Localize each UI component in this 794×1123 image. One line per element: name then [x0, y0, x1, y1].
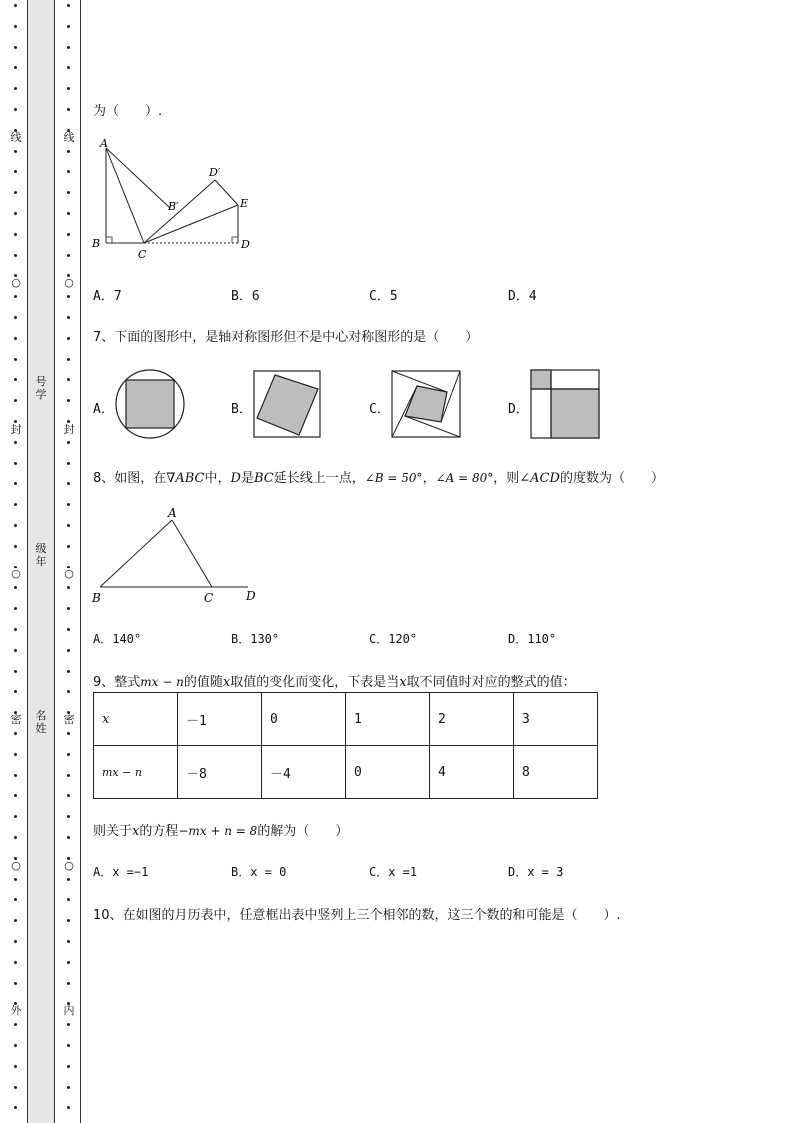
margin-dot — [14, 670, 17, 673]
field-name: 名姓 — [35, 709, 47, 735]
margin-dot — [14, 358, 17, 361]
q9-option-d[interactable]: D．x = 3 — [508, 865, 564, 879]
margin-dot — [67, 233, 70, 236]
q7-text: 7、下面的图形中，是轴对称图形但不是中心对称图形的是（ ） — [93, 330, 479, 345]
margin-dot — [14, 982, 17, 985]
outer-dot-column — [9, 0, 23, 1123]
margin-dot — [14, 108, 17, 111]
q9-option-c[interactable]: C．x =1 — [369, 865, 418, 879]
table-cell: 8 — [514, 746, 598, 799]
margin-dot — [67, 66, 70, 69]
q8-figure — [88, 502, 268, 606]
label-B: B — [92, 591, 101, 605]
margin-dot — [67, 46, 70, 49]
margin-dot — [67, 774, 70, 777]
margin-dot — [14, 1044, 17, 1047]
table-cell: 0 — [346, 746, 430, 799]
margin-dot — [67, 628, 70, 631]
margin-dot — [14, 87, 17, 90]
q8-option-a[interactable]: A．140° — [93, 632, 142, 646]
margin-dot — [14, 836, 17, 839]
margin-dot — [67, 1023, 70, 1026]
margin-dot — [14, 649, 17, 652]
margin-dot — [67, 607, 70, 610]
margin-dot — [14, 233, 17, 236]
margin-dot — [67, 1065, 70, 1068]
q10-text: 10、在如图的月历表中，任意框出表中竖列上三个相邻的数，这三个数的和可能是（ ）. — [93, 908, 621, 923]
margin-dot — [14, 503, 17, 506]
table-cell: －8 — [178, 746, 262, 799]
field-student-number: 号学 — [35, 375, 47, 401]
q7-figure-b[interactable] — [253, 370, 321, 438]
margin-dot — [67, 378, 70, 381]
margin-dot — [67, 358, 70, 361]
label-D: D — [241, 238, 250, 251]
outer-label-xian: 线 — [10, 131, 22, 144]
table-cell: －4 — [262, 746, 346, 799]
margin-dot — [67, 295, 70, 298]
margin-dot — [14, 1065, 17, 1068]
margin-dot — [14, 545, 17, 548]
margin-dot — [67, 503, 70, 506]
margin-dot — [67, 1106, 70, 1109]
margin-dot — [67, 170, 70, 173]
q9-value-table — [93, 692, 598, 799]
margin-dot — [14, 732, 17, 735]
margin-dot — [67, 462, 70, 465]
label-A: A — [168, 506, 177, 520]
q7-figure-c[interactable] — [391, 370, 461, 438]
q9-option-a[interactable]: A．x =−1 — [93, 865, 149, 879]
binding-rule — [80, 0, 81, 1123]
margin-dot — [14, 607, 17, 610]
table-header-cell: x — [94, 693, 178, 746]
margin-dot — [67, 87, 70, 90]
outer-label-feng: 封 — [10, 423, 22, 436]
label-B: B — [92, 237, 101, 250]
margin-dot — [14, 399, 17, 402]
q6-option-b[interactable]: B．6 — [231, 289, 260, 304]
table-cell: 0 — [262, 693, 346, 746]
label-D: D — [246, 589, 256, 603]
margin-dot — [67, 482, 70, 485]
label-D-prime: D′ — [209, 166, 221, 179]
margin-dot — [14, 441, 17, 444]
margin-dot — [14, 919, 17, 922]
margin-dot — [14, 482, 17, 485]
inner-circle: ○ — [62, 568, 76, 581]
margin-dot — [67, 670, 70, 673]
margin-dot — [67, 316, 70, 319]
margin-dot — [67, 982, 70, 985]
margin-dot — [14, 4, 17, 7]
margin-dot — [14, 150, 17, 153]
q7-option-b-letter[interactable]: B． — [231, 402, 252, 417]
margin-dot — [14, 898, 17, 901]
table-header-cell: mx − n — [94, 746, 178, 799]
margin-dot — [14, 295, 17, 298]
q6-figure — [88, 135, 263, 265]
inner-label-feng: 封 — [63, 423, 75, 436]
inner-circle: ○ — [62, 277, 76, 290]
margin-dot — [14, 940, 17, 943]
table-cell: 3 — [514, 693, 598, 746]
margin-dot — [14, 316, 17, 319]
margin-dot — [67, 919, 70, 922]
margin-dot — [14, 462, 17, 465]
margin-dot — [67, 399, 70, 402]
inner-label-xian: 线 — [63, 131, 75, 144]
label-B-prime: B′ — [168, 200, 179, 213]
label-A: A — [100, 137, 108, 150]
margin-dot — [67, 441, 70, 444]
label-E: E — [240, 197, 249, 210]
q8-text: 8、如图，在∇ABC中，D是BC延长线上一点，∠B = 50°，∠A = 80°，则∠ACD的度数为（ ） — [93, 471, 664, 486]
q7-option-a-letter[interactable]: A． — [93, 402, 114, 417]
margin-dot — [14, 753, 17, 756]
margin-dot — [14, 212, 17, 215]
margin-dot — [14, 628, 17, 631]
margin-dot — [67, 878, 70, 881]
q9-question: 则关于x的方程−mx + n = 8的解为（ ） — [93, 824, 349, 839]
margin-dot — [67, 25, 70, 28]
q7-option-d-letter[interactable]: D． — [508, 402, 529, 417]
table-row — [94, 693, 598, 746]
outer-circle: ○ — [9, 860, 23, 873]
margin-dot — [14, 378, 17, 381]
margin-dot — [67, 545, 70, 548]
margin-dot — [14, 774, 17, 777]
margin-dot — [14, 46, 17, 49]
q6-option-a[interactable]: A．7 — [93, 289, 122, 304]
margin-dot — [14, 1086, 17, 1089]
margin-dot — [14, 1106, 17, 1109]
margin-dot — [14, 878, 17, 881]
q8-option-d[interactable]: D．110° — [508, 632, 557, 646]
margin-dot — [14, 961, 17, 964]
margin-dot — [67, 337, 70, 340]
outer-label-mi: 密 — [10, 713, 22, 726]
q7-figure-d[interactable] — [530, 369, 600, 439]
margin-dot — [67, 524, 70, 527]
margin-dot — [14, 794, 17, 797]
inner-label-mi: 密 — [63, 713, 75, 726]
inner-label-nei: 内 — [63, 1004, 75, 1017]
label-C: C — [204, 591, 214, 605]
margin-dot — [67, 753, 70, 756]
margin-dot — [67, 108, 70, 111]
margin-dot — [67, 191, 70, 194]
margin-dot — [67, 940, 70, 943]
margin-dot — [67, 212, 70, 215]
margin-dot — [14, 586, 17, 589]
table-cell: －1 — [178, 693, 262, 746]
q8-option-b[interactable]: B．130° — [231, 632, 280, 646]
margin-dot — [67, 1086, 70, 1089]
q9-text: 9、整式mx − n的值随x取值的变化而变化，下表是当x取不同值时对应的整式的值： — [93, 675, 576, 690]
margin-dot — [14, 170, 17, 173]
q7-figure-a[interactable] — [114, 368, 186, 440]
margin-dot — [14, 66, 17, 69]
inner-circle: ○ — [62, 860, 76, 873]
margin-dot — [67, 649, 70, 652]
margin-dot — [14, 191, 17, 194]
table-cell: 2 — [430, 693, 514, 746]
margin-dot — [14, 524, 17, 527]
label-C: C — [138, 248, 147, 261]
margin-dot — [67, 961, 70, 964]
q7-option-c-letter[interactable]: C． — [369, 402, 390, 417]
margin-dot — [67, 586, 70, 589]
margin-dot — [67, 836, 70, 839]
q9-option-b[interactable]: B．x = 0 — [231, 865, 287, 879]
margin-dot — [67, 690, 70, 693]
margin-dot — [67, 1044, 70, 1047]
outer-circle: ○ — [9, 277, 23, 290]
q6-tail: 为（ ）. — [93, 104, 163, 119]
inner-dot-column — [62, 0, 76, 1123]
table-cell: 4 — [430, 746, 514, 799]
margin-dot — [14, 1023, 17, 1026]
margin-dot — [67, 254, 70, 257]
table-row — [94, 746, 598, 799]
margin-dot — [14, 815, 17, 818]
q6-option-d[interactable]: D．4 — [508, 289, 537, 304]
margin-dot — [67, 815, 70, 818]
outer-circle: ○ — [9, 568, 23, 581]
margin-dot — [67, 4, 70, 7]
margin-dot — [14, 25, 17, 28]
margin-dot — [14, 337, 17, 340]
outer-label-wai: 外 — [10, 1004, 22, 1017]
margin-dot — [67, 732, 70, 735]
table-cell: 1 — [346, 693, 430, 746]
q6-option-c[interactable]: C．5 — [369, 289, 398, 304]
margin-dot — [67, 150, 70, 153]
field-grade: 级年 — [35, 542, 47, 568]
margin-dot — [67, 794, 70, 797]
margin-dot — [67, 898, 70, 901]
q8-option-c[interactable]: C．120° — [369, 632, 418, 646]
margin-dot — [14, 690, 17, 693]
margin-dot — [14, 254, 17, 257]
